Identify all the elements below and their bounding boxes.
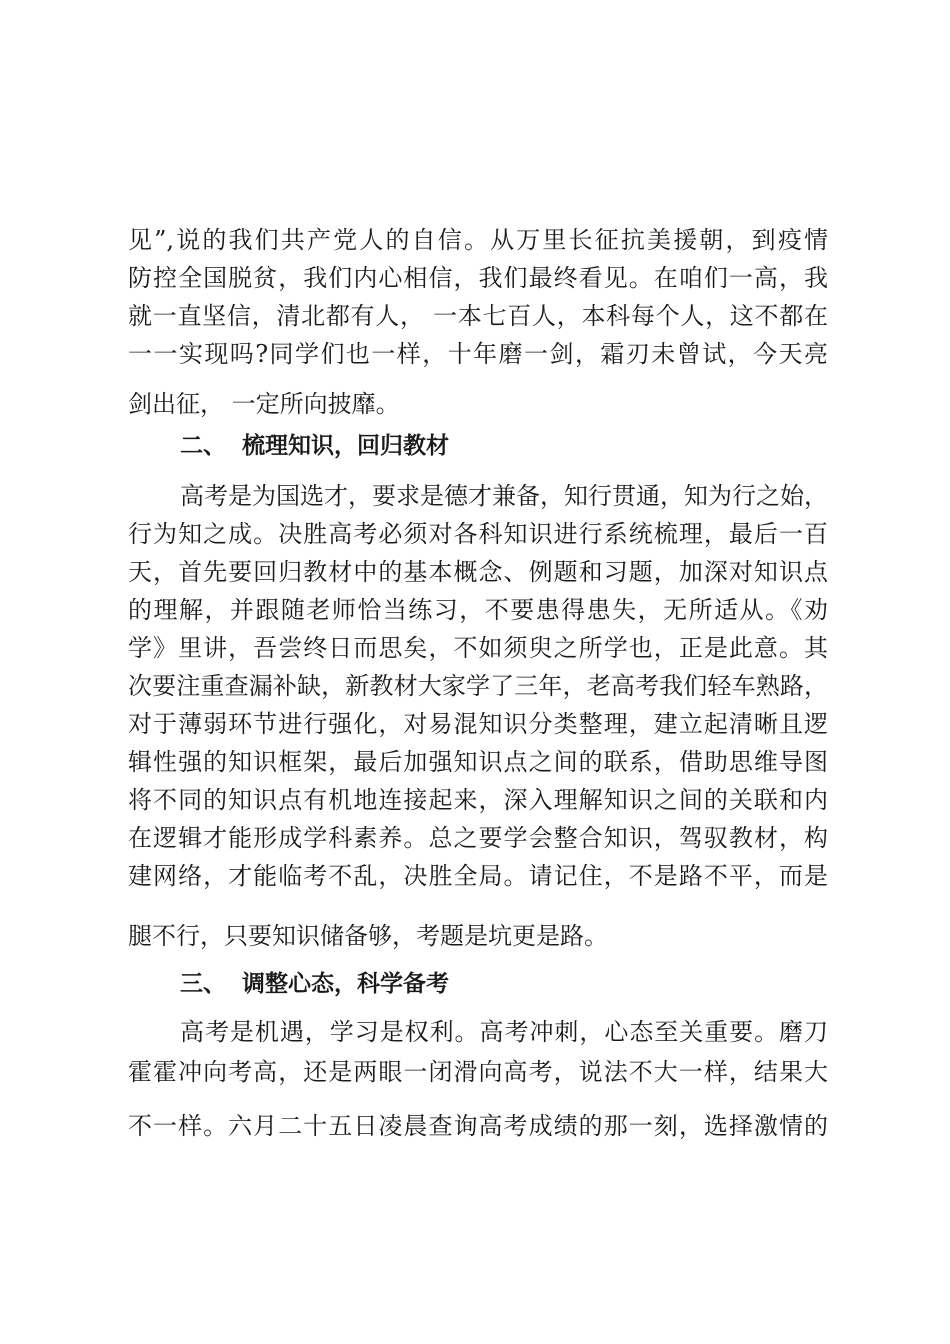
paragraph-1-line-1: 见”,说的我们共产党人的自信。从万里长征抗美援朝，到疫情 bbox=[128, 226, 828, 254]
paragraph-2-line-5: 学》里讲，吾尝终日而思矣，不如须臾之所学也，正是此意。其 bbox=[128, 634, 828, 662]
paragraph-1-line-5: 剑出征， 一定所向披靡。 bbox=[128, 390, 400, 418]
section-2-title: 梳理知识，回归教材 bbox=[242, 433, 449, 459]
paragraph-2-line-7: 对于薄弱环节进行强化，对易混知识分类整理，建立起清晰且逻 bbox=[128, 710, 828, 738]
paragraph-2-line-4: 的理解，并跟随老师恰当练习，不要患得患失，无所适从。《劝 bbox=[128, 596, 828, 624]
paragraph-3-line-3: 不一样。六月二十五日凌晨查询高考成绩的那一刻，选择激情的 bbox=[128, 1112, 828, 1140]
paragraph-2-line-9: 将不同的知识点有机地连接起来，深入理解知识之间的关联和内 bbox=[128, 786, 828, 814]
paragraph-2-line-10: 在逻辑才能形成学科素养。总之要学会整合知识，驾驭教材，构 bbox=[128, 824, 828, 852]
paragraph-2-line-6: 次要注重查漏补缺，新教材大家学了三年，老高考我们轻车熟路， bbox=[128, 672, 828, 700]
paragraph-3-line-1: 高考是机遇，学习是权利。高考冲刺，心态至关重要。磨刀 bbox=[180, 1018, 828, 1046]
section-3-heading bbox=[180, 966, 449, 1002]
paragraph-2-line-3: 天，首先要回归教材中的基本概念、例题和习题，加深对知识点 bbox=[128, 558, 828, 586]
section-2-number: 二、 bbox=[180, 433, 226, 459]
paragraph-2-line-1: 高考是为国选才，要求是德才兼备，知行贯通，知为行之始， bbox=[180, 482, 828, 510]
section-3-number: 三、 bbox=[180, 971, 226, 997]
paragraph-2-line-8: 辑性强的知识框架，最后加强知识点之间的联系，借助思维导图 bbox=[128, 748, 828, 776]
paragraph-1-line-3: 就一直坚信，清北都有人， 一本七百人，本科每个人，这不都在 bbox=[128, 302, 828, 330]
paragraph-2-line-12: 腿不行，只要知识储备够，考题是坑更是路。 bbox=[128, 922, 608, 950]
paragraph-1-line-2: 防控全国脱贫，我们内心相信，我们最终看见。在咱们一高，我 bbox=[128, 264, 828, 292]
paragraph-2-line-2: 行为知之成。决胜高考必须对各科知识进行系统梳理，最后一百 bbox=[128, 520, 828, 548]
paragraph-1-line-4: 一一实现吗?同学们也一样，十年磨一剑，霜刃未曾试，今天亮 bbox=[128, 340, 828, 368]
paragraph-3-line-2: 霍霍冲向考高，还是两眼一闭滑向高考，说法不大一样，结果大 bbox=[128, 1058, 828, 1086]
section-2-heading bbox=[180, 428, 449, 464]
paragraph-2-line-11: 建网络，才能临考不乱，决胜全局。请记住，不是路不平，而是 bbox=[128, 862, 828, 890]
section-3-title: 调整心态，科学备考 bbox=[242, 971, 449, 997]
